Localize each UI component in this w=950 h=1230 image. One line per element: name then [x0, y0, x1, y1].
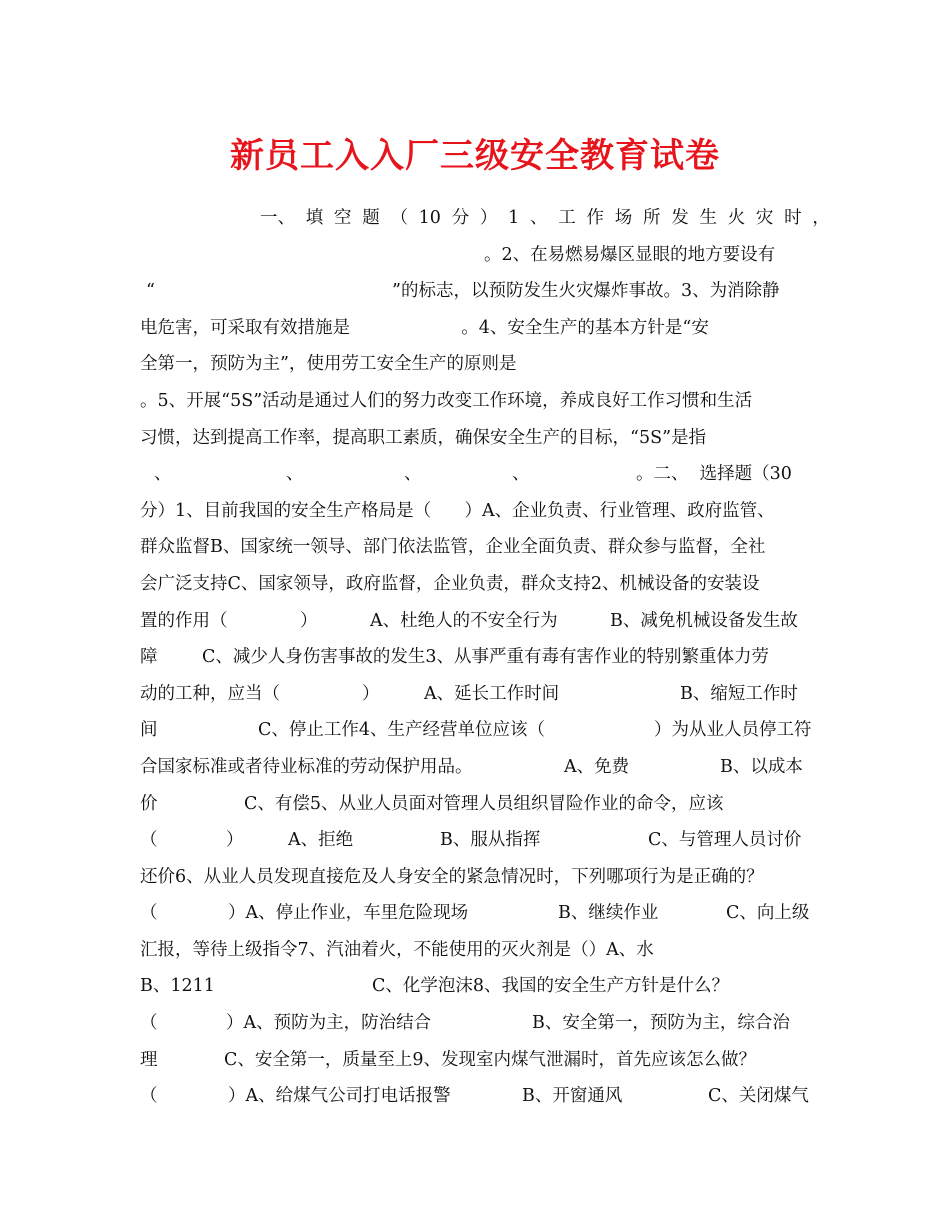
text-segment: 发: [671, 208, 689, 228]
text-segment: 场: [614, 208, 633, 228]
text-segment: （: [140, 903, 158, 924]
text-segment: 。5、开展“5S”活动是通过人们的努力改变工作环境，养成良好工作习惯和生活: [140, 390, 753, 411]
text-segment: （: [140, 1086, 158, 1107]
text-line: [140, 895, 830, 932]
text-segment: B、1211: [140, 976, 215, 997]
text-segment: C、安全第一，质量至上9、发现室内煤气泄漏时，首先应该怎么做？: [224, 1049, 757, 1070]
text-segment: 电危害，可采取有效措施是 。4、安全生产的基本方针是“安: [140, 317, 709, 338]
text-segment: 火: [727, 208, 746, 228]
text-line: [140, 456, 830, 493]
text-line: [140, 493, 830, 530]
text-segment: 还价6、从业人员发现直接危及人身安全的紧急情况时，下列哪项行为是正确的？: [140, 866, 764, 887]
text-segment: 填: [305, 208, 324, 228]
text-segment: 汇报，等待上级指令7、汽油着火，不能使用的灭火剂是（）A、水: [140, 939, 654, 960]
text-line: [140, 420, 830, 457]
text-line: [140, 566, 830, 603]
text-line: [140, 1005, 830, 1042]
text-line: [140, 712, 830, 749]
text-segment: ）A、给煤气公司打电话报警: [228, 1086, 451, 1107]
text-line: [140, 968, 830, 1005]
text-segment: 习惯，达到提高工作率，提高职工素质，确保安全生产的目标，“5S”是指: [140, 427, 707, 448]
text-segment: A、延长工作时间: [424, 683, 560, 704]
text-segment: ）A、预防为主，防治结合: [226, 1013, 432, 1034]
text-line: [140, 749, 830, 786]
text-segment: B、安全第一，预防为主，综合治: [532, 1013, 790, 1034]
text-segment: 所: [642, 208, 661, 228]
text-line: [140, 237, 830, 274]
document-body: [140, 200, 830, 1115]
text-segment: C、减少人身伤害事故的发生3、从事严重有毒有害作业的特别繁重体力劳: [202, 647, 770, 668]
text-line: [140, 273, 830, 310]
text-segment: 10: [418, 208, 441, 228]
text-segment: 时: [784, 208, 802, 228]
text-segment: A、杜绝人的不安全行为: [370, 610, 558, 631]
text-segment: B、减免机械设备发生故: [610, 610, 798, 631]
text-segment: 间: [140, 720, 158, 741]
text-segment: 、: [154, 464, 172, 485]
text-segment: ）为从业人员停工符: [654, 720, 812, 741]
text-segment: C、与管理人员讨价: [648, 830, 802, 851]
text-segment: B、服从指挥: [440, 830, 541, 851]
text-segment: ）: [479, 208, 498, 228]
text-segment: 、: [512, 464, 530, 485]
text-segment: 、: [404, 464, 422, 485]
document-title: 新员工入入厂三级安全教育试卷: [230, 136, 720, 176]
text-segment: 分: [451, 208, 470, 228]
text-line: [140, 310, 830, 347]
text-line: [140, 859, 830, 896]
text-segment: ）: [362, 683, 380, 704]
text-segment: 工: [558, 208, 576, 228]
text-segment: B、以成本: [720, 756, 803, 777]
text-segment: 合国家标准或者待业标准的劳动保护用品。: [140, 756, 473, 777]
text-line: [140, 1078, 830, 1115]
text-segment: B、缩短工作时: [680, 683, 798, 704]
text-segment: 置的作用（: [140, 610, 228, 631]
text-segment: 障: [140, 647, 158, 668]
text-segment: ）A、停止作业，车里危险现场: [228, 903, 469, 924]
text-segment: ，: [812, 208, 830, 228]
text-segment: 理: [140, 1049, 158, 1070]
text-segment: B、开窗通风: [522, 1086, 623, 1107]
text-line: [140, 639, 830, 676]
text-line: [140, 932, 830, 969]
text-segment: A、拒绝: [288, 830, 354, 851]
text-segment: A、免费: [564, 756, 630, 777]
text-segment: 、: [530, 208, 548, 228]
text-segment: B、继续作业: [558, 903, 659, 924]
text-segment: （: [390, 208, 408, 228]
text-line: [140, 200, 830, 237]
text-segment: 题: [362, 208, 380, 228]
text-segment: 1: [508, 208, 520, 228]
text-segment: C、有偿5、从业人员面对管理人员组织冒险作业的命令，应该: [244, 793, 724, 814]
text-segment: 群众监督B、国家统一领导、部门依法监管，企业全面负责、群众参与监督，全社: [140, 537, 766, 558]
text-segment: 、: [286, 464, 304, 485]
text-line: [140, 822, 830, 859]
text-line: [140, 676, 830, 713]
text-segment: （: [140, 1013, 158, 1034]
text-line: [140, 786, 830, 823]
text-segment: C、停止工作4、生产经营单位应该（: [258, 720, 546, 741]
text-segment: C、关闭煤气: [708, 1086, 809, 1107]
text-segment: 动的工种，应当（: [140, 683, 280, 704]
text-segment: 全第一，预防为主”，使用劳工安全生产的原则是: [140, 354, 517, 375]
text-segment: 作: [586, 208, 604, 228]
text-segment: 空: [333, 208, 352, 228]
text-segment: 。二、 选择题（30: [636, 464, 792, 485]
text-line: [140, 529, 830, 566]
text-line: [140, 346, 830, 383]
text-segment: ）: [300, 610, 318, 631]
text-segment: 价: [140, 793, 158, 814]
text-segment: 生: [699, 208, 717, 228]
text-line: [140, 383, 830, 420]
text-segment: 一、: [260, 208, 295, 228]
text-line: [140, 1042, 830, 1079]
text-line: [140, 603, 830, 640]
text-segment: “: [146, 281, 155, 302]
text-segment: （: [140, 830, 158, 851]
text-segment: 分）1、目前我国的安全生产格局是（ ）A、企业负责、行业管理、政府监管、: [140, 500, 775, 521]
text-segment: 。2、在易燃易爆区显眼的地方要设有: [484, 244, 776, 265]
text-segment: C、向上级: [726, 903, 810, 924]
text-segment: ”的标志，以预防发生火灾爆炸事故。3、为消除静: [392, 281, 780, 302]
text-segment: 会广泛支持C、国家领导，政府监督，企业负责，群众支持2、机械设备的安装设: [140, 573, 760, 594]
text-segment: ）: [226, 830, 244, 851]
text-segment: 灾: [755, 208, 774, 228]
text-segment: C、化学泡沫8、我国的安全生产方针是什么？: [372, 976, 730, 997]
